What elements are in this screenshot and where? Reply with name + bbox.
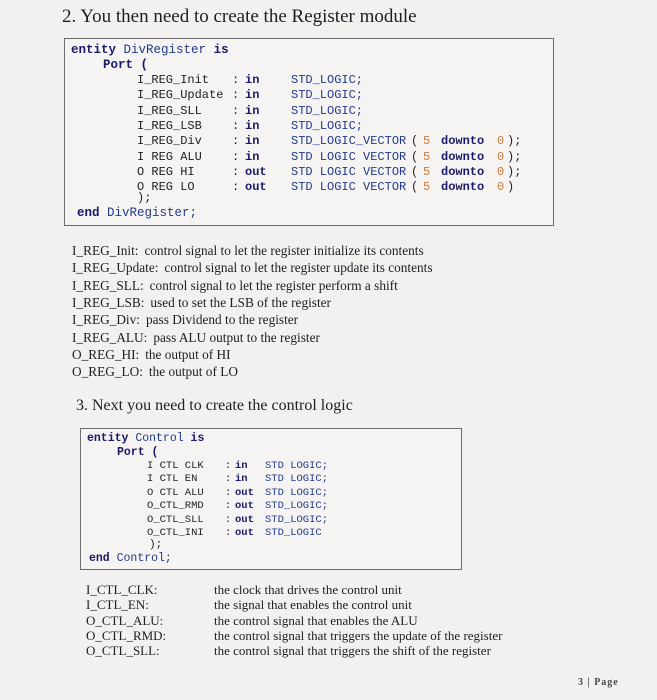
control-desc-term: I_CTL_CLK: bbox=[86, 582, 158, 597]
register-desc-text: pass Dividend to the register bbox=[145, 312, 299, 328]
control-desc-text: the control signal that triggers the update of the register bbox=[214, 627, 503, 643]
control-entity-name: Control bbox=[135, 432, 184, 445]
control-code-box bbox=[80, 428, 462, 570]
register-desc-term: O_REG_HI: bbox=[72, 346, 140, 362]
register-desc-text: control signal to let the register perform a shift bbox=[149, 277, 398, 293]
vector-paren: ( bbox=[411, 149, 419, 164]
port-name: O REG HI bbox=[137, 164, 195, 179]
port-colon: : bbox=[232, 103, 240, 118]
vector-low: 0 bbox=[497, 134, 505, 149]
vector-high: 5 bbox=[423, 134, 431, 149]
register-desc-row bbox=[72, 294, 331, 311]
port-colon: : bbox=[232, 149, 240, 164]
register-desc-term: I_REG_Div: bbox=[72, 312, 140, 328]
control-is-keyword: is bbox=[190, 432, 205, 445]
control-port-colon: : bbox=[225, 500, 232, 513]
port-direction: in bbox=[245, 88, 260, 103]
control-entity-line bbox=[87, 432, 204, 445]
control-port-type: STD_LOGIC; bbox=[265, 500, 329, 513]
register-desc-row bbox=[72, 242, 424, 259]
port-type: STD_LOGIC; bbox=[291, 88, 364, 103]
vector-paren: ( bbox=[411, 134, 419, 149]
port-type: STD LOGIC VECTOR bbox=[291, 164, 407, 179]
is-keyword: is bbox=[213, 43, 229, 57]
control-port-open: Port ( bbox=[117, 446, 159, 459]
control-port-direction: in bbox=[235, 460, 248, 472]
control-port-type: STD LOGIC; bbox=[265, 460, 329, 472]
port-colon: : bbox=[232, 73, 240, 87]
port-name: I REG ALU bbox=[137, 149, 202, 164]
downto-keyword: downto bbox=[441, 180, 485, 195]
control-desc-text: the control signal that triggers the shift of the register bbox=[214, 643, 491, 659]
entity-name: DivRegister bbox=[123, 43, 207, 57]
control-port-colon: : bbox=[225, 486, 232, 499]
port-type: STD_LOGIC_VECTOR bbox=[291, 134, 407, 149]
port-open: Port ( bbox=[103, 58, 149, 72]
port-colon: : bbox=[232, 180, 240, 195]
port-type: STD LOGIC VECTOR bbox=[291, 180, 407, 195]
vector-high: 5 bbox=[423, 164, 431, 179]
port-name: I_REG_SLL bbox=[137, 103, 202, 118]
control-desc-term: I_CTL_EN: bbox=[86, 597, 149, 613]
control-desc-text: the clock that drives the control unit bbox=[214, 582, 402, 597]
port-direction: in bbox=[245, 134, 260, 149]
register-desc-text: the output of LO bbox=[148, 364, 238, 380]
downto-keyword: downto bbox=[441, 149, 485, 164]
register-desc-text: pass ALU output to the register bbox=[153, 329, 320, 345]
register-desc-term: I_REG_SLL: bbox=[72, 277, 144, 293]
register-desc-text: the output of HI bbox=[145, 346, 231, 362]
control-port-type: STD_LOGIC; bbox=[265, 513, 329, 526]
section-2-heading: 2. You then need to create the Register module bbox=[62, 6, 417, 27]
vector-paren: ( bbox=[411, 164, 419, 179]
port-name: O REG LO bbox=[137, 180, 195, 195]
control-desc-text: the signal that enables the control unit bbox=[214, 597, 412, 613]
register-desc-term: I_REG_Init: bbox=[72, 243, 139, 258]
control-desc-term: O_CTL_ALU: bbox=[86, 612, 164, 628]
port-name: I_REG_Div bbox=[137, 134, 202, 149]
section-3-heading: 3. Next you need to create the control logic bbox=[76, 397, 353, 414]
control-port-name: I CTL CLK bbox=[147, 460, 204, 472]
port-colon: : bbox=[232, 118, 240, 133]
register-code-box bbox=[64, 38, 554, 226]
port-type: STD_LOGIC; bbox=[291, 103, 364, 118]
port-colon: : bbox=[232, 88, 240, 103]
port-close: ); bbox=[137, 191, 152, 205]
control-end-line bbox=[89, 552, 172, 565]
port-direction: out bbox=[245, 164, 267, 179]
port-direction: in bbox=[245, 73, 260, 87]
port-type: STD_LOGIC; bbox=[291, 73, 364, 87]
control-port-colon: : bbox=[225, 460, 232, 472]
entity-keyword: entity bbox=[71, 43, 117, 57]
port-type: STD LOGIC VECTOR bbox=[291, 149, 407, 164]
control-entity-keyword: entity bbox=[87, 432, 129, 445]
control-end-keyword: end bbox=[89, 552, 110, 565]
register-desc-row bbox=[72, 363, 238, 380]
register-desc-text: control signal to let the register initialize its contents bbox=[144, 243, 424, 258]
control-port-type: STD LOGIC; bbox=[265, 473, 329, 486]
end-keyword: end bbox=[77, 206, 100, 220]
control-desc-text: the control signal that enables the ALU bbox=[214, 612, 418, 628]
vector-low: 0 bbox=[497, 180, 505, 195]
vector-close: ); bbox=[507, 164, 522, 179]
port-name: I_REG_Update bbox=[137, 88, 224, 103]
control-port-name: I CTL EN bbox=[147, 473, 198, 486]
port-colon: : bbox=[232, 164, 240, 179]
control-port-colon: : bbox=[225, 513, 232, 526]
control-port-type: STD LOGIC; bbox=[265, 486, 329, 499]
control-port-name: O_CTL_SLL bbox=[147, 513, 204, 526]
register-desc-term: O_REG_LO: bbox=[72, 364, 143, 380]
entity-line bbox=[71, 43, 229, 57]
control-port-name: O_CTL_INI bbox=[147, 527, 204, 539]
register-desc-term: I_REG_ALU: bbox=[72, 329, 148, 345]
control-desc-term: O_CTL_RMD: bbox=[86, 627, 167, 643]
port-direction: out bbox=[245, 180, 267, 195]
downto-keyword: downto bbox=[441, 134, 485, 149]
control-desc-term: O_CTL_SLL: bbox=[86, 643, 160, 659]
vector-low: 0 bbox=[497, 164, 505, 179]
control-port-name: O CTL ALU bbox=[147, 486, 204, 499]
page-number: 3 | Page bbox=[578, 677, 619, 688]
port-type: STD_LOGIC; bbox=[291, 118, 364, 133]
register-desc-term: I_REG_Update: bbox=[72, 260, 159, 276]
vector-low: 0 bbox=[497, 149, 505, 164]
register-desc-row bbox=[72, 259, 433, 276]
register-desc-text: used to set the LSB of the register bbox=[150, 294, 331, 310]
downto-keyword: downto bbox=[441, 164, 485, 179]
vector-high: 5 bbox=[423, 149, 431, 164]
port-name: I_REG_LSB bbox=[137, 118, 202, 133]
vector-close: ); bbox=[507, 134, 522, 149]
vector-close: ); bbox=[507, 149, 522, 164]
control-port-close: ); bbox=[149, 539, 163, 551]
register-desc-row bbox=[72, 311, 298, 328]
control-port-direction: in bbox=[235, 473, 248, 486]
end-name: DivRegister; bbox=[107, 206, 198, 220]
port-name: I_REG_Init bbox=[137, 73, 210, 87]
register-desc-row bbox=[72, 346, 231, 363]
port-direction: in bbox=[245, 118, 260, 133]
control-end-name: Control; bbox=[116, 552, 172, 565]
control-port-colon: : bbox=[225, 527, 232, 539]
control-port-name: O_CTL_RMD bbox=[147, 500, 204, 513]
control-port-type: STD_LOGIC bbox=[265, 527, 322, 539]
control-port-direction: out bbox=[235, 527, 254, 539]
control-port-direction: out bbox=[235, 486, 254, 499]
register-desc-term: I_REG_LSB: bbox=[72, 294, 145, 310]
end-line bbox=[77, 206, 197, 220]
register-desc-row bbox=[72, 277, 398, 294]
control-port-colon: : bbox=[225, 473, 232, 486]
port-direction: in bbox=[245, 103, 260, 118]
register-desc-row bbox=[72, 329, 320, 346]
control-port-direction: out bbox=[235, 500, 254, 513]
control-port-direction: out bbox=[235, 513, 254, 526]
vector-high: 5 bbox=[423, 180, 431, 195]
vector-paren: ( bbox=[411, 180, 419, 195]
port-direction: in bbox=[245, 149, 260, 164]
vector-close: ) bbox=[507, 180, 515, 195]
port-colon: : bbox=[232, 134, 240, 149]
register-desc-text: control signal to let the register update its contents bbox=[164, 260, 433, 276]
